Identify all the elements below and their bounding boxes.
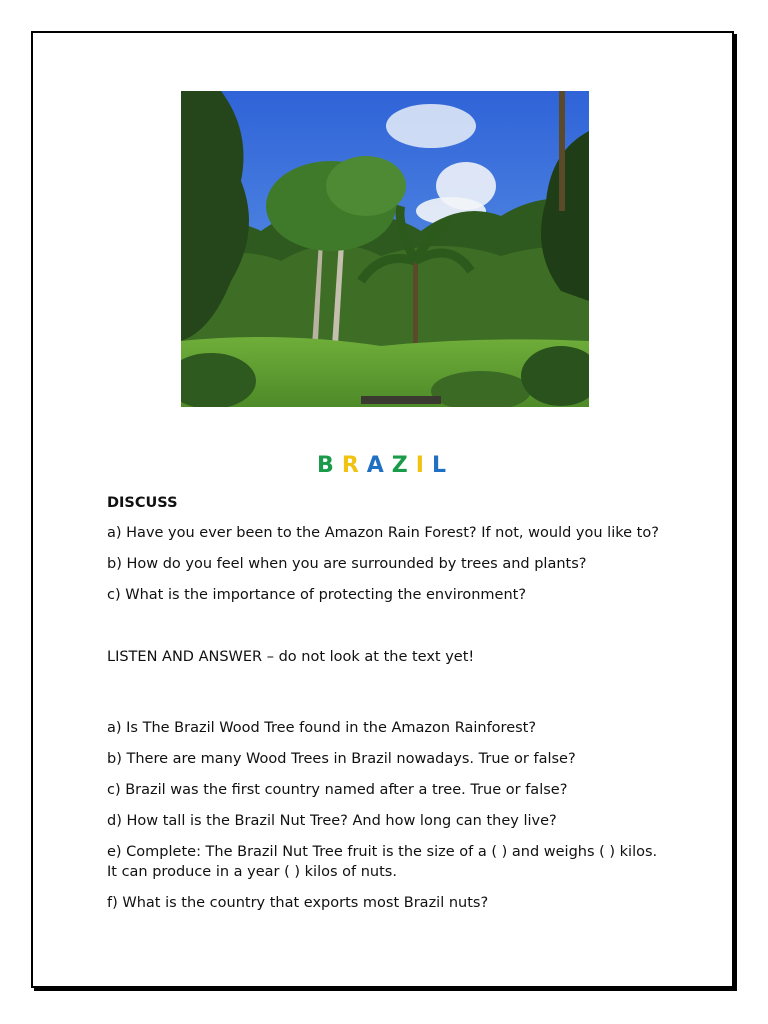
worksheet-page xyxy=(31,31,734,988)
listen-question-a: a) Is The Brazil Wood Tree found in the Amazon Rainforest? xyxy=(107,720,537,736)
listen-question-d: d) How tall is the Brazil Nut Tree? And how long can they live? xyxy=(107,813,557,829)
discuss-question-a: a) Have you ever been to the Amazon Rain Forest? If not, would you like to? xyxy=(107,525,659,541)
listen-question-f: f) What is the country that exports most Brazil nuts? xyxy=(107,895,489,911)
title-letter: B xyxy=(317,453,336,478)
title-letter: R xyxy=(341,453,361,478)
worksheet-content xyxy=(107,493,667,924)
title-letter: I xyxy=(415,453,426,478)
listen-heading: LISTEN AND ANSWER – do not look at the text yet! xyxy=(107,649,475,665)
title-letter: L xyxy=(431,453,448,478)
listen-question-e: e) Complete: The Brazil Nut Tree fruit is the size of a ( ) and weighs ( ) kilos. It can produce in a year ( ) kilos of nuts. xyxy=(107,844,658,880)
title-letter: Z xyxy=(391,453,410,478)
discuss-question-b: b) How do you feel when you are surrounded by trees and plants? xyxy=(107,556,587,572)
discuss-heading: DISCUSS xyxy=(107,495,178,511)
listen-question-c: c) Brazil was the first country named after a tree. True or false? xyxy=(107,782,568,798)
discuss-question-c: c) What is the importance of protecting the environment? xyxy=(107,587,527,603)
title-letter: A xyxy=(366,453,386,478)
page-title xyxy=(33,453,732,478)
rainforest-photo xyxy=(181,91,589,407)
listen-question-b: b) There are many Wood Trees in Brazil nowadays. True or false? xyxy=(107,751,576,767)
